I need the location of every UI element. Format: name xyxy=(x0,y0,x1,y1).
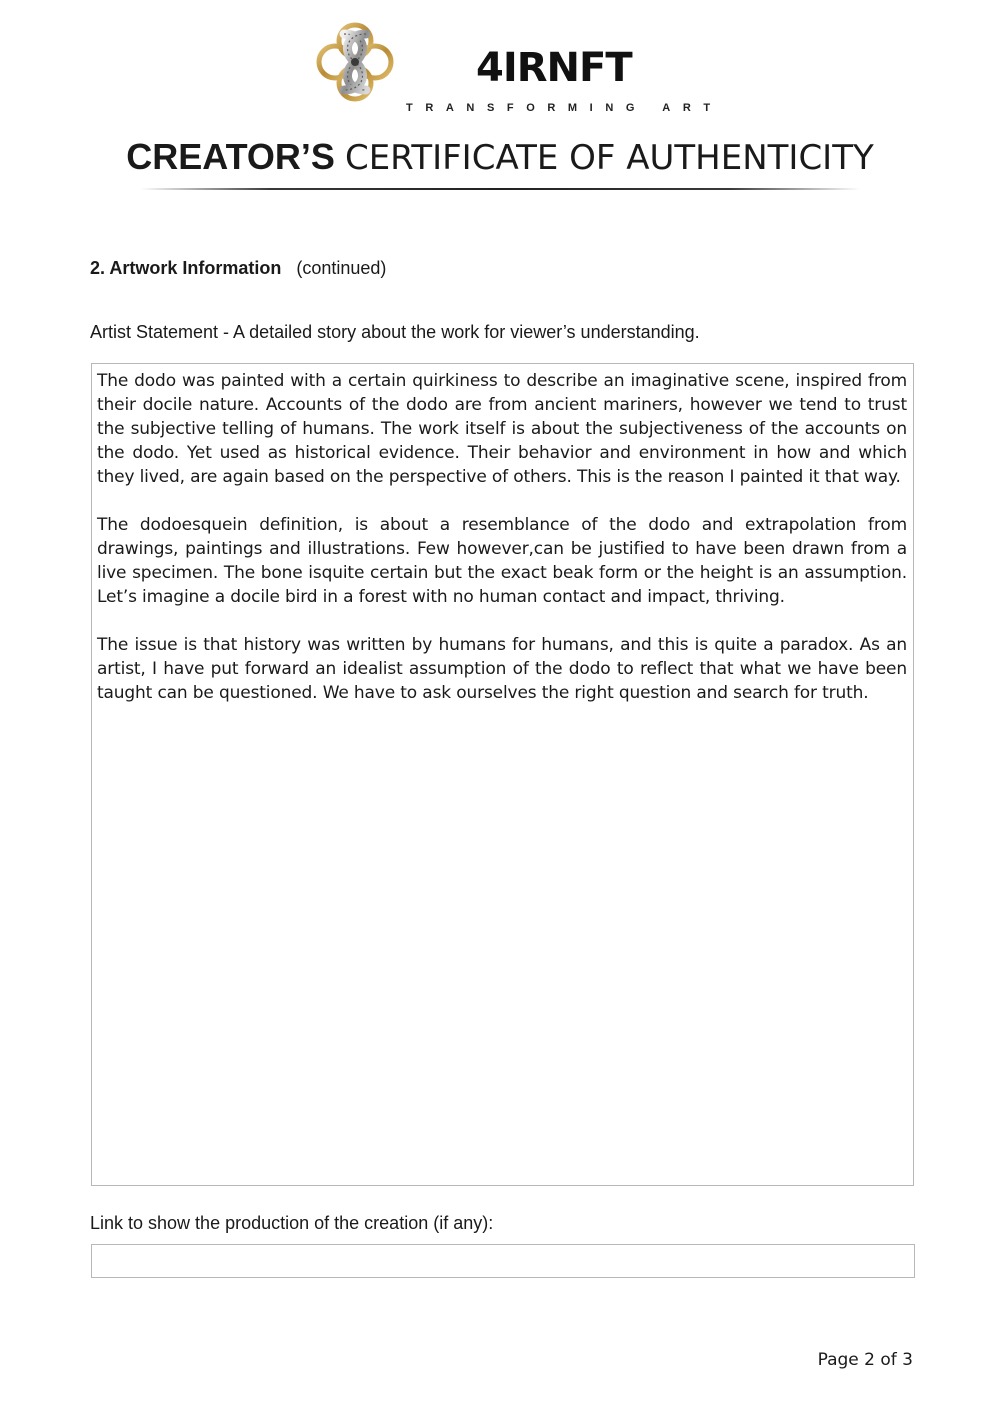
section-heading xyxy=(90,257,386,279)
production-link-field[interactable] xyxy=(91,1244,915,1278)
certificate-title-light: CERTIFICATE OF AUTHENTICITY xyxy=(344,138,874,178)
statement-paragraph: The dodo was painted with a certain quirkiness to describe an imaginative scene, inspired from their docile nature. Accounts of the dodo are from ancient mariners, however we tend to trust the subjective telling of humans. The work itself is about the subjectiveness of the accounts on the dodo. Yet used as historical evidence. Their behavior and environment in how and which they lived, are again based on the perspective of others. This is the reason I painted it that way. xyxy=(97,371,907,487)
title-divider xyxy=(140,188,860,190)
artist-statement-textarea[interactable] xyxy=(91,363,914,1186)
section-continued-note: (continued) xyxy=(296,258,387,278)
statement-paragraph: The issue is that history was written by humans for humans, and this is quite a paradox. As an artist, I have put forward an idealist assumption of the dodo to reflect that what we have been taught can be questioned. We have to ask ourselves the right question and search for truth. xyxy=(97,635,907,703)
statement-paragraph: The dodoesquein definition, is about a resemblance of the dodo and extrapolation from drawings, paintings and illustrations. Few however,can be justified to have been drawn from a live specimen. The bone isquite certain but the exact beak form or the height is an assumption. Let’s imagine a docile bird in a forest with no human contact and impact, thriving. xyxy=(97,515,907,607)
brand-name: 4IRNFT xyxy=(476,45,632,91)
certificate-title xyxy=(0,136,1000,179)
artist-statement-label: Artist Statement - A detailed story about the work for viewer’s understanding. xyxy=(90,322,700,342)
certificate-title-bold: CREATOR’S xyxy=(126,136,335,177)
production-link-label: Link to show the production of the creation (if any): xyxy=(90,1213,494,1233)
page-number: Page 2 of 3 xyxy=(817,1350,913,1370)
brand-header xyxy=(316,22,723,114)
section-heading-text: 2. Artwork Information xyxy=(90,258,282,278)
infinity-knot-logo-icon xyxy=(316,22,394,102)
brand-tagline: TRANSFORMING ART xyxy=(406,102,723,114)
